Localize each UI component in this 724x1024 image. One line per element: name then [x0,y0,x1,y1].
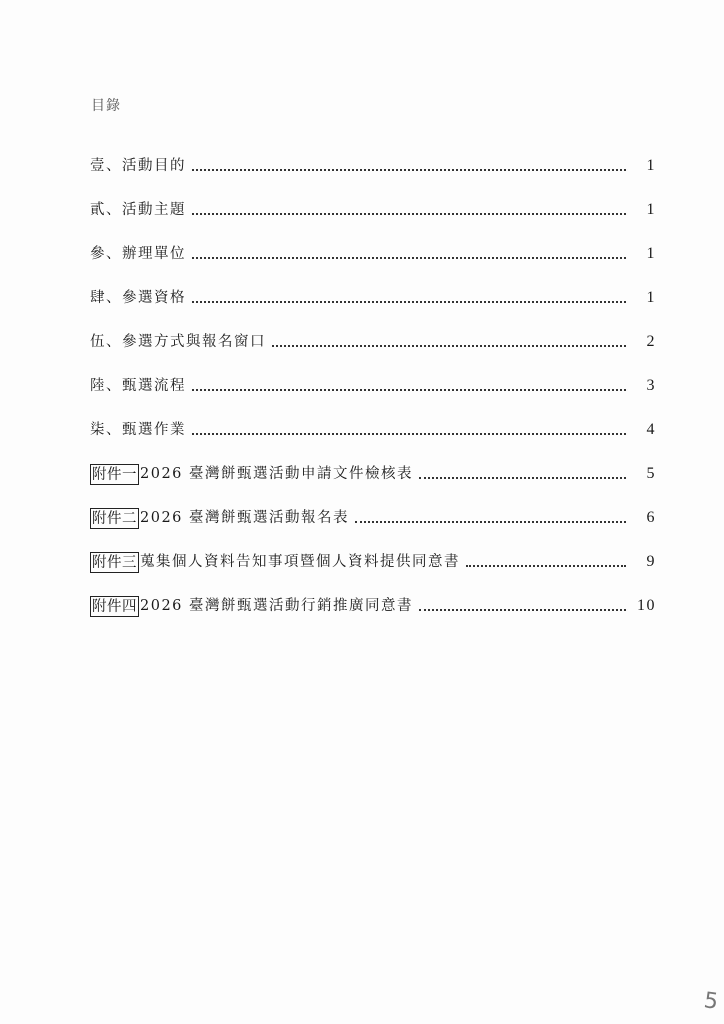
toc-leader [419,609,626,611]
toc-entry-appendix[interactable] [90,573,656,617]
toc-leader [192,301,626,303]
toc-entry-title: 壹、活動目的 [90,158,186,174]
toc-entry[interactable] [90,221,656,265]
toc-page-number: 10 [637,597,656,614]
toc-entry-title: 蒐集個人資料告知事項暨個人資料提供同意書 [140,554,460,570]
toc-leader [466,565,626,567]
toc-entry[interactable] [90,309,656,353]
toc-leader [355,521,626,523]
toc-leader [192,213,626,215]
appendix-badge: 附件四 [90,596,139,617]
toc-heading: 目錄 [91,98,121,114]
toc-page-number: 4 [646,421,656,438]
toc-leader [192,169,626,171]
toc-page-number: 2 [646,333,656,350]
toc-entry-title: 貳、活動主題 [90,202,186,218]
appendix-badge: 附件三 [90,552,139,573]
toc-leader [192,389,626,391]
toc-entry-title: 2026 臺灣餅甄選活動報名表 [140,510,350,526]
toc-entry-title: 伍、參選方式與報名窗口 [90,334,266,350]
toc-entry-appendix[interactable] [90,485,656,529]
toc-entry-title: 參、辦理單位 [90,246,186,262]
handwritten-page-mark: 5 [702,988,720,1015]
toc-entry-title: 2026 臺灣餅甄選活動行銷推廣同意書 [140,598,414,614]
toc-entry-title: 陸、甄選流程 [90,378,186,394]
toc-page-number: 5 [646,465,656,482]
toc-entry-appendix[interactable] [90,441,656,485]
toc-page-number: 3 [646,377,656,394]
toc-entry-title: 柒、甄選作業 [90,422,186,438]
toc-page-number: 9 [646,553,656,570]
toc-entry-title: 2026 臺灣餅甄選活動申請文件檢核表 [140,466,414,482]
toc-entry[interactable] [90,133,656,177]
toc-leader [419,477,626,479]
appendix-badge: 附件二 [90,508,139,529]
toc-page-number: 6 [646,509,656,526]
toc-list [90,133,656,617]
toc-entry[interactable] [90,177,656,221]
toc-page-number: 1 [646,289,656,306]
toc-page-number: 1 [646,201,656,218]
toc-entry[interactable] [90,265,656,309]
appendix-badge: 附件一 [90,464,139,485]
toc-leader [272,345,626,347]
toc-entry[interactable] [90,397,656,441]
toc-entry[interactable] [90,353,656,397]
toc-leader [192,257,626,259]
toc-entry-appendix[interactable] [90,529,656,573]
toc-entry-title: 肆、參選資格 [90,290,186,306]
toc-leader [192,433,626,435]
toc-page-number: 1 [646,157,656,174]
toc-page-number: 1 [646,245,656,262]
